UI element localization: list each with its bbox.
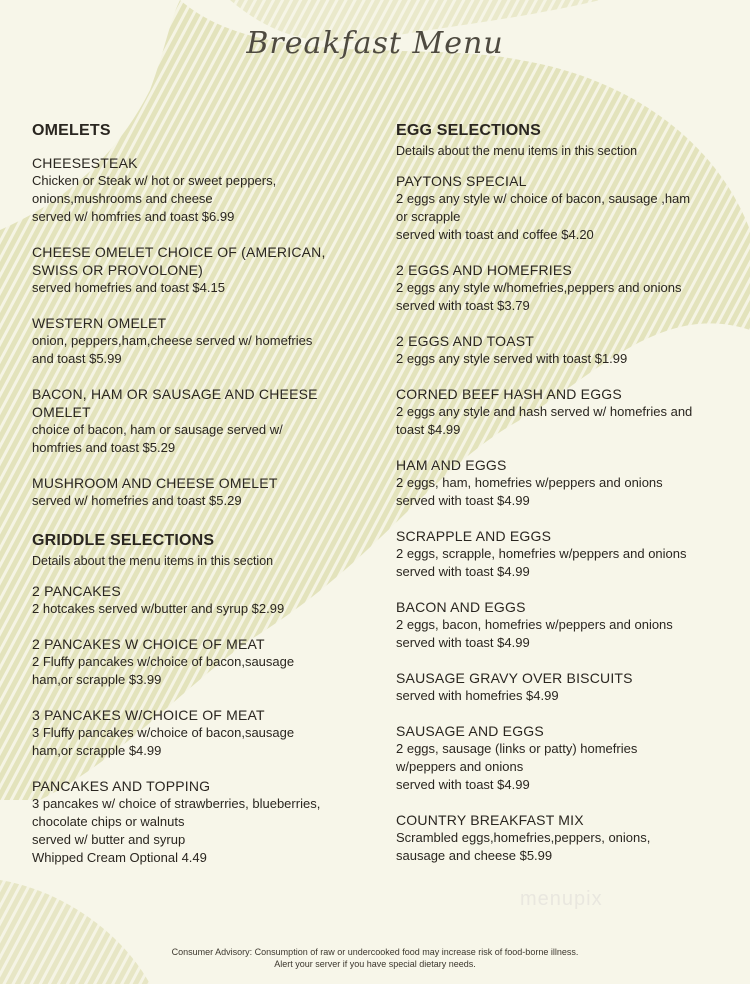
item-name: CHEESESTEAK [32, 155, 138, 171]
menu-item [32, 243, 362, 297]
item-description: 2 eggs, sausage (links or patty) homefries w/peppers and onions served with toast $4.99 [396, 741, 638, 792]
advisory-line: Alert your server if you have special dietary needs. [274, 959, 476, 969]
menu-item [396, 811, 731, 865]
menu-item [396, 332, 731, 368]
menu-item [32, 706, 362, 760]
watermark-logo: menupix [520, 888, 603, 910]
item-name: 2 EGGS AND TOAST [396, 333, 535, 349]
item-description: 2 eggs any style and hash served w/ homefries and toast $4.99 [396, 404, 693, 437]
item-name: CORNED BEEF HASH AND EGGS [396, 386, 622, 402]
item-name: SAUSAGE GRAVY OVER BISCUITS [396, 670, 633, 686]
item-description: served with homefries $4.99 [396, 688, 559, 703]
menu-item [32, 385, 362, 457]
item-description: Scrambled eggs,homefries,peppers, onions, sausage and cheese $5.99 [396, 830, 651, 863]
item-name: CHEESE OMELET CHOICE OF (AMERICAN, SWISS OR PROVOLONE) [32, 244, 326, 278]
item-name: WESTERN OMELET [32, 315, 167, 331]
menu-item [396, 385, 731, 439]
item-description: Chicken or Steak w/ hot or sweet peppers, onions,mushrooms and cheese served w/ homfries and toast $6.99 [32, 173, 277, 224]
menu-item [32, 582, 362, 618]
item-name: COUNTRY BREAKFAST MIX [396, 812, 584, 828]
item-name: 2 EGGS AND HOMEFRIES [396, 262, 572, 278]
item-description: 2 eggs any style w/homefries,peppers and onions served with toast $3.79 [396, 280, 682, 313]
advisory-line: Consumer Advisory: Consumption of raw or undercooked food may increase risk of food-borne illness. [171, 947, 579, 957]
menu-item [32, 777, 362, 867]
section-title-eggs: EGG SELECTIONS [396, 122, 542, 139]
menu-item [32, 635, 362, 689]
item-name: 2 PANCAKES [32, 583, 121, 599]
item-description: 2 eggs, scrapple, homefries w/peppers and onions served with toast $4.99 [396, 546, 687, 579]
left-column [32, 120, 362, 867]
item-name: BACON AND EGGS [396, 599, 526, 615]
menu-item [396, 261, 731, 315]
item-name: 3 PANCAKES W/CHOICE OF MEAT [32, 707, 265, 723]
menu-item [396, 172, 731, 244]
item-description: served homefries and toast $4.15 [32, 280, 225, 295]
section-description: Details about the menu items in this section [396, 144, 638, 158]
item-name: PANCAKES AND TOPPING [32, 778, 211, 794]
item-description: 2 hotcakes served w/butter and syrup $2.99 [32, 601, 285, 616]
menu-item [396, 669, 731, 705]
menu-item [396, 722, 731, 794]
item-description: 3 pancakes w/ choice of strawberries, blueberries, chocolate chips or walnuts served w/ butter and syrup Whipped Cream Optional 4.49 [32, 796, 321, 865]
menu-item [32, 154, 362, 226]
consumer-advisory [0, 946, 750, 970]
item-name: PAYTONS SPECIAL [396, 173, 527, 189]
item-description: 2 Fluffy pancakes w/choice of bacon,sausage ham,or scrapple $3.99 [32, 654, 295, 687]
item-description: served w/ homefries and toast $5.29 [32, 493, 242, 508]
menu-item [396, 456, 731, 510]
item-name: MUSHROOM AND CHEESE OMELET [32, 475, 278, 491]
item-description: choice of bacon, ham or sausage served w/ homfries and toast $5.29 [32, 422, 283, 455]
menu-item [32, 314, 362, 368]
section-title-omelets: OMELETS [32, 122, 111, 139]
item-name: SAUSAGE AND EGGS [396, 723, 544, 739]
item-name: 2 PANCAKES W CHOICE OF MEAT [32, 636, 265, 652]
item-description: 2 eggs, ham, homefries w/peppers and onions served with toast $4.99 [396, 475, 663, 508]
item-description: 2 eggs any style w/ choice of bacon, sausage ,ham or scrapple served with toast and coffee $4.20 [396, 191, 691, 242]
item-name: BACON, HAM OR SAUSAGE AND CHEESE OMELET [32, 386, 318, 420]
menu-item [396, 598, 731, 652]
item-description: 2 eggs any style served with toast $1.99 [396, 351, 628, 366]
menu-title: Breakfast Menu [246, 26, 504, 61]
menu-item [396, 527, 731, 581]
item-description: onion, peppers,ham,cheese served w/ homefries and toast $5.99 [32, 333, 313, 366]
section-title-griddle: GRIDDLE SELECTIONS [32, 532, 215, 549]
item-name: SCRAPPLE AND EGGS [396, 528, 552, 544]
item-description: 2 eggs, bacon, homefries w/peppers and onions served with toast $4.99 [396, 617, 673, 650]
menu-item [32, 474, 362, 510]
right-column [396, 120, 731, 865]
section-description: Details about the menu items in this section [32, 554, 274, 568]
item-name: HAM AND EGGS [396, 457, 507, 473]
item-description: 3 Fluffy pancakes w/choice of bacon,sausage ham,or scrapple $4.99 [32, 725, 295, 758]
